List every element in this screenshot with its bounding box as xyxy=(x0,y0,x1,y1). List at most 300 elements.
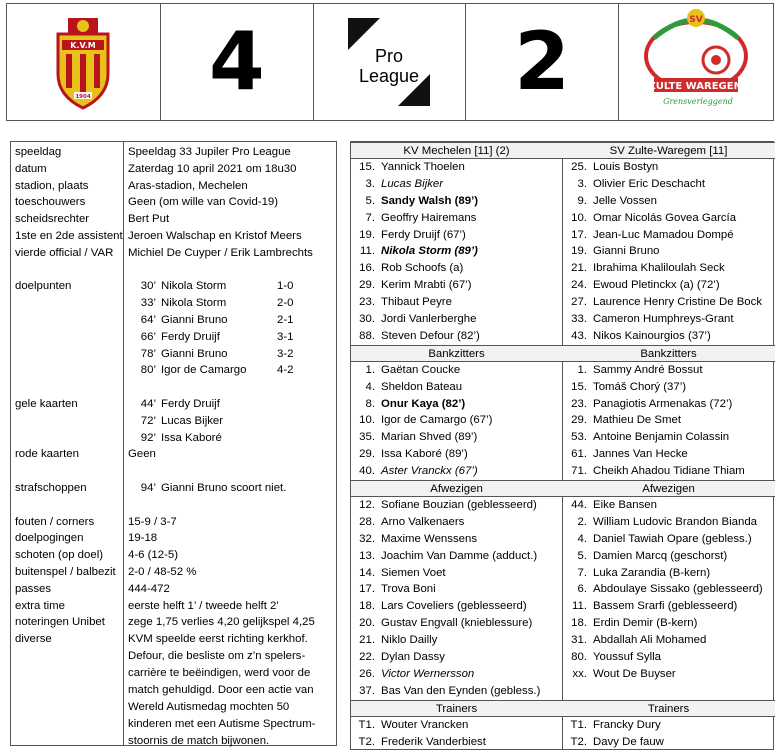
player-name: Mathieu De Smet xyxy=(593,414,681,427)
player-name: Arno Valkenaers xyxy=(381,515,465,528)
section-title: SV Zulte-Waregem [11] xyxy=(609,145,728,157)
shirt-number: 3. xyxy=(365,177,375,190)
lineup-row xyxy=(351,193,775,210)
info-value: Zaterdag 10 april 2021 om 18u30 xyxy=(128,162,297,175)
yellow-card-row xyxy=(11,413,338,430)
player-entry xyxy=(351,429,562,446)
info-row xyxy=(11,194,338,211)
player-name: Marian Shved (89’) xyxy=(381,431,478,444)
player-entry xyxy=(351,717,562,734)
goal-scorer: Nikola Storm xyxy=(161,280,227,293)
shirt-number: 9. xyxy=(577,194,587,207)
goal-minute: 80’ xyxy=(140,364,156,377)
stat-label: doelpogingen xyxy=(15,532,84,545)
shirt-number: 1. xyxy=(365,363,375,376)
player-entry xyxy=(563,193,774,210)
shirt-number: 43. xyxy=(571,329,587,342)
player-name: Onur Kaya (82’) xyxy=(381,397,466,410)
kv-mechelen-crest-icon xyxy=(52,12,114,112)
info-label: scheidsrechter xyxy=(15,213,90,226)
shirt-number: 61. xyxy=(571,448,587,461)
shirt-number: 23. xyxy=(571,397,587,410)
lineup-row xyxy=(351,632,775,649)
league-logo-cell xyxy=(314,4,466,120)
shirt-number: 15. xyxy=(571,380,587,393)
player-entry xyxy=(563,396,774,413)
shirt-number: 71. xyxy=(571,465,587,478)
player-entry xyxy=(351,514,562,531)
shirt-number: 8. xyxy=(365,397,375,410)
shirt-number: 11. xyxy=(360,245,375,258)
card-minute: 92’ xyxy=(140,431,156,444)
shirt-number: 29. xyxy=(571,414,587,427)
shirt-number: 7. xyxy=(577,566,587,579)
section-title: Afwezigen xyxy=(642,483,695,495)
shirt-number: 40. xyxy=(359,465,375,478)
player-entry xyxy=(351,548,562,565)
lineup-row xyxy=(351,683,775,700)
player-entry xyxy=(351,598,562,615)
shirt-number: 24. xyxy=(571,279,587,292)
lineup-row xyxy=(351,446,775,463)
player-name: Gianni Bruno xyxy=(593,245,660,258)
info-value: Bert Put xyxy=(128,213,170,226)
league-logo-line2: League xyxy=(359,66,420,86)
lineup-row xyxy=(351,429,775,446)
diverse-text: KVM speelde eerst richting kerkhof. Defour, die besliste om z’n spelers-carrière te beëindigen, werd voor de match gehuldigd. Door een actie van Wereld Autismedag mochten 50 kinderen met een Autisme Spectrum-stoornis de match bijwonen. xyxy=(128,633,316,748)
player-name: Antoine Benjamin Colassin xyxy=(593,431,730,444)
section-title: Bankzitters xyxy=(640,347,697,360)
card-minute: 72’ xyxy=(140,414,156,427)
player-name: Yannick Thoelen xyxy=(381,160,465,173)
absent-header xyxy=(351,480,775,497)
goal-score: 2-1 xyxy=(277,314,294,326)
player-name: Ferdy Druijf (67’) xyxy=(381,228,466,241)
player-entry xyxy=(351,396,562,413)
shirt-number: 29. xyxy=(359,448,375,461)
goal-row xyxy=(11,329,338,346)
stat-row xyxy=(11,514,338,531)
goal-minute: 78’ xyxy=(140,347,156,360)
section-title: Trainers xyxy=(647,702,690,715)
lineup-row xyxy=(351,463,775,480)
player-name: Lars Coveliers (geblesseerd) xyxy=(381,600,527,613)
player-name: Panagiotis Armenakas (72’) xyxy=(593,397,733,410)
goal-scorer: Ferdy Druijf xyxy=(161,330,220,343)
player-name: Youssuf Sylla xyxy=(593,651,661,663)
goal-row xyxy=(11,312,338,329)
player-name: Jordi Vanlerberghe xyxy=(381,313,477,325)
player-entry xyxy=(563,328,774,345)
league-logo-line1: Pro xyxy=(375,46,404,66)
player-entry xyxy=(563,379,774,396)
player-name: Dylan Dassy xyxy=(381,651,445,663)
player-entry xyxy=(563,598,774,615)
player-entry xyxy=(351,666,562,683)
player-entry xyxy=(351,362,562,379)
away-logo-name: ZULTE WAREGEM xyxy=(648,81,744,92)
goal-row xyxy=(11,295,338,312)
shirt-number: 16. xyxy=(359,262,375,275)
player-name: Maxime Wenssens xyxy=(381,532,478,545)
player-entry xyxy=(351,531,562,548)
info-row xyxy=(11,228,338,245)
red-cards-value: Geen xyxy=(128,448,156,461)
shirt-number: 12. xyxy=(359,498,375,511)
player-name: Abdoulaye Sissako (geblesseerd) xyxy=(593,583,763,596)
shirt-number: 5. xyxy=(577,549,587,562)
stat-label: passes xyxy=(15,582,52,595)
player-entry xyxy=(351,615,562,632)
shirt-number: 31. xyxy=(571,634,587,647)
player-entry xyxy=(351,193,562,210)
player-name: Omar Nicolás Govea García xyxy=(593,211,737,224)
lineup-row xyxy=(351,260,775,277)
goal-scorer: Gianni Bruno xyxy=(161,314,228,326)
yellow-card-row xyxy=(11,430,338,447)
away-logo-badge: SV xyxy=(689,15,703,25)
player-entry xyxy=(563,463,774,480)
shirt-number: 7. xyxy=(365,211,375,224)
player-name: Siemen Voet xyxy=(381,566,446,579)
shirt-number: T2. xyxy=(358,735,375,748)
player-entry xyxy=(351,277,562,294)
section-title: KV Mechelen [11] (2) xyxy=(403,145,510,157)
goal-row xyxy=(11,278,338,295)
shirt-number: 44. xyxy=(571,498,587,511)
shirt-number: 22. xyxy=(359,651,375,663)
player-name: Damien Marcq (geschorst) xyxy=(593,549,728,562)
lineup-row xyxy=(351,311,775,328)
player-entry xyxy=(351,446,562,463)
player-name: Wout De Buyser xyxy=(593,667,676,680)
away-score-cell xyxy=(466,4,620,120)
section-title: Trainers xyxy=(435,702,478,715)
goal-scorer: Gianni Bruno xyxy=(161,347,228,360)
stat-label: diverse xyxy=(15,633,52,646)
stat-value: 444-472 xyxy=(128,582,170,595)
player-name: Abdallah Ali Mohamed xyxy=(593,634,707,647)
player-entry xyxy=(563,176,774,193)
crest-year: 1904 xyxy=(75,94,91,100)
shirt-number: 2. xyxy=(577,515,587,528)
shirt-number: T1. xyxy=(570,718,587,731)
player-entry xyxy=(351,227,562,244)
shirt-number: 28. xyxy=(359,515,375,528)
player-name: Olivier Eric Deschacht xyxy=(593,177,706,190)
shirt-number: 53. xyxy=(571,431,587,444)
shirt-number: 21. xyxy=(571,262,587,275)
player-name: Tomáš Chorý (37’) xyxy=(593,380,687,393)
shirt-number: T2. xyxy=(570,735,587,748)
player-entry xyxy=(563,210,774,227)
away-logo-tagline: Grensverleggend xyxy=(663,97,734,106)
goal-minute: 33’ xyxy=(140,297,156,310)
match-header xyxy=(6,3,774,121)
bench-header xyxy=(351,345,775,362)
player-entry xyxy=(351,683,562,700)
shirt-number: 80. xyxy=(571,651,587,663)
player-entry xyxy=(563,514,774,531)
stat-label: extra time xyxy=(15,599,66,612)
lineup-row xyxy=(351,734,775,751)
player-entry xyxy=(563,666,774,683)
penalties-label: strafschoppen xyxy=(15,482,87,494)
player-name: Nikos Kainourgios (37’) xyxy=(593,329,711,342)
player-entry xyxy=(563,581,774,598)
player-entry xyxy=(563,311,774,328)
shirt-number: 27. xyxy=(571,296,587,309)
shirt-number: xx. xyxy=(572,667,587,680)
lineup-row xyxy=(351,666,775,683)
player-entry xyxy=(351,260,562,277)
lineup-row xyxy=(351,598,775,615)
goal-minute: 66’ xyxy=(140,330,156,343)
player-name: Sandy Walsh (89’) xyxy=(381,194,479,207)
goal-row xyxy=(11,362,338,379)
player-entry xyxy=(351,243,562,260)
player-name: Cameron Humphreys-Grant xyxy=(593,313,734,325)
red-cards-label: rode kaarten xyxy=(15,448,79,461)
info-value: Geen (om wille van Covid-19) xyxy=(128,196,279,209)
player-entry xyxy=(563,446,774,463)
player-name: Jean-Luc Mamadou Dompé xyxy=(593,228,734,241)
info-row xyxy=(11,161,338,178)
stat-value: 15-9 / 3-7 xyxy=(128,515,177,528)
player-entry xyxy=(563,734,774,751)
player-entry xyxy=(563,717,774,734)
info-label: toeschouwers xyxy=(15,196,86,209)
stat-value: 4-6 (12-5) xyxy=(128,549,179,562)
player-name: Eike Bansen xyxy=(593,498,657,511)
player-entry xyxy=(563,497,774,514)
player-entry xyxy=(351,379,562,396)
player-entry xyxy=(563,649,774,666)
player-name: Niklo Dailly xyxy=(381,634,438,647)
shirt-number: 26. xyxy=(359,667,375,680)
shirt-number: 18. xyxy=(359,600,375,613)
player-name: Bas Van den Eynden (gebless.) xyxy=(381,684,541,697)
lineup-row xyxy=(351,531,775,548)
player-name: Daniel Tawiah Opare (gebless.) xyxy=(593,532,752,545)
penalty-row xyxy=(11,480,338,497)
player-entry xyxy=(563,260,774,277)
shirt-number: 17. xyxy=(359,583,375,596)
stat-row xyxy=(11,564,338,581)
player-entry xyxy=(351,328,562,345)
player-name: Joachim Van Damme (adduct.) xyxy=(381,549,538,562)
card-player: Lucas Bijker xyxy=(161,414,224,427)
player-entry xyxy=(563,531,774,548)
lineup-row xyxy=(351,379,775,396)
player-entry xyxy=(563,565,774,582)
player-name: Igor de Camargo (67’) xyxy=(381,414,493,427)
shirt-number: 5. xyxy=(365,194,375,207)
player-name: Issa Kaboré (89’) xyxy=(381,448,468,461)
lineup-row xyxy=(351,514,775,531)
penalty-minute: 94’ xyxy=(140,482,156,494)
goal-scorer: Nikola Storm xyxy=(161,297,227,310)
player-entry xyxy=(351,734,562,751)
shirt-number: 17. xyxy=(571,228,587,241)
pro-league-logo-icon xyxy=(344,14,434,110)
player-entry xyxy=(563,159,774,176)
player-name: Kerim Mrabti (67’) xyxy=(381,279,472,292)
goal-score: 3-1 xyxy=(277,330,294,343)
shirt-number: 18. xyxy=(571,617,587,630)
shirt-number: 25. xyxy=(571,160,587,173)
player-entry xyxy=(351,412,562,429)
info-label: stadion, plaats xyxy=(15,179,89,192)
section-title: Afwezigen xyxy=(430,483,483,495)
shirt-number: 21. xyxy=(359,634,375,647)
player-name: Jelle Vossen xyxy=(593,194,657,207)
match-info-table xyxy=(10,141,337,746)
shirt-number: 4. xyxy=(577,532,587,545)
section-title: Bankzitters xyxy=(428,347,485,360)
shirt-number: 4. xyxy=(365,380,375,393)
zulte-waregem-logo-icon xyxy=(636,8,756,116)
player-entry xyxy=(563,412,774,429)
player-name: Geoffry Hairemans xyxy=(381,211,477,224)
player-name: William Ludovic Brandon Bianda xyxy=(593,515,757,528)
player-name: Sofiane Bouzian (geblesseerd) xyxy=(381,498,537,511)
player-name: Ewoud Pletinckx (a) (72’) xyxy=(593,279,720,292)
shirt-number: 13. xyxy=(359,549,375,562)
lineup-row xyxy=(351,396,775,413)
shirt-number: 11. xyxy=(572,600,587,613)
red-card-row xyxy=(11,446,338,463)
player-name: Lucas Bijker xyxy=(381,177,444,190)
lineup-row xyxy=(351,294,775,311)
shirt-number: T1. xyxy=(358,718,375,731)
shirt-number: 10. xyxy=(359,414,375,427)
info-value: Speeldag 33 Jupiler Pro League xyxy=(128,146,291,158)
player-entry xyxy=(351,176,562,193)
player-name: Jannes Van Hecke xyxy=(593,448,688,461)
player-entry xyxy=(351,311,562,328)
player-name: Erdin Demir (B-kern) xyxy=(593,617,698,630)
info-row xyxy=(11,178,338,195)
goal-score: 2-0 xyxy=(277,297,294,310)
player-entry xyxy=(563,243,774,260)
player-name: Victor Wernersson xyxy=(381,667,475,680)
lineup-row xyxy=(351,362,775,379)
player-entry xyxy=(563,227,774,244)
player-entry xyxy=(351,159,562,176)
player-name: Louis Bostyn xyxy=(593,160,659,173)
player-name: Cheikh Ahadou Tidiane Thiam xyxy=(593,465,745,478)
goal-row xyxy=(11,346,338,363)
shirt-number: 30. xyxy=(359,313,375,325)
stat-value: 2-0 / 48-52 % xyxy=(128,566,197,578)
stat-row xyxy=(11,547,338,564)
shirt-number: 19. xyxy=(571,245,587,258)
goal-score: 1-0 xyxy=(277,280,294,293)
stat-row xyxy=(11,581,338,598)
shirt-number: 1. xyxy=(577,363,587,376)
stat-label: noteringen Unibet xyxy=(15,616,105,629)
goal-score: 4-2 xyxy=(277,364,294,377)
lineup-row xyxy=(351,615,775,632)
player-entry xyxy=(351,581,562,598)
shirt-number: 15. xyxy=(359,160,375,173)
shirt-number: 29. xyxy=(359,279,375,292)
info-row xyxy=(11,144,338,161)
lineup-row xyxy=(351,227,775,244)
player-entry xyxy=(351,649,562,666)
player-name: Laurence Henry Cristine De Bock xyxy=(593,296,763,309)
player-name: Steven Defour (82’) xyxy=(381,329,480,342)
player-name: Aster Vranckx (67’) xyxy=(381,465,478,478)
player-name: Rob Schoofs (a) xyxy=(381,262,464,275)
player-entry xyxy=(563,548,774,565)
player-name: Ibrahima Khaliloulah Seck xyxy=(593,262,725,275)
stat-row xyxy=(11,530,338,547)
shirt-number: 32. xyxy=(359,532,375,545)
player-name: Bassem Srarfi (geblesseerd) xyxy=(593,600,738,613)
goal-score: 3-2 xyxy=(277,347,294,360)
lineup-row xyxy=(351,277,775,294)
shirt-number: 3. xyxy=(577,177,587,190)
player-entry xyxy=(351,497,562,514)
player-name: Sheldon Bateau xyxy=(381,380,463,393)
player-entry xyxy=(563,632,774,649)
home-score: 4 xyxy=(209,15,265,108)
penalty-text: Gianni Bruno scoort niet. xyxy=(161,482,287,494)
yellow-cards-label: gele kaarten xyxy=(15,398,78,410)
player-entry xyxy=(351,294,562,311)
lineup-row xyxy=(351,176,775,193)
player-name: Davy De fauw xyxy=(593,735,664,748)
player-entry xyxy=(563,294,774,311)
lineup-row xyxy=(351,717,775,734)
goal-scorer: Igor de Camargo xyxy=(161,364,247,377)
info-value: Jeroen Walschap en Kristof Meers xyxy=(128,230,302,242)
player-entry xyxy=(563,429,774,446)
crest-text: K.V.M xyxy=(70,41,96,50)
lineup-row xyxy=(351,497,775,514)
player-name: Nikola Storm (89’) xyxy=(381,245,478,258)
lineup-row xyxy=(351,548,775,565)
goal-minute: 30’ xyxy=(140,280,156,293)
shirt-number: 37. xyxy=(359,684,375,697)
lineup-row xyxy=(351,243,775,260)
player-entry xyxy=(351,632,562,649)
home-logo-cell xyxy=(7,4,161,120)
player-name: Gaëtan Coucke xyxy=(381,363,461,376)
lineup-row xyxy=(351,159,775,176)
lineups-table xyxy=(350,141,774,750)
lineup-row xyxy=(351,565,775,582)
info-label: speeldag xyxy=(15,146,62,158)
shirt-number: 10. xyxy=(571,211,587,224)
stat-value: 19-18 xyxy=(128,532,158,545)
info-row xyxy=(11,245,338,262)
card-minute: 44’ xyxy=(140,398,156,410)
goal-minute: 64’ xyxy=(140,314,156,326)
lineup-row xyxy=(351,581,775,598)
info-label: datum xyxy=(15,162,47,175)
shirt-number: 6. xyxy=(577,583,587,596)
player-name: Frederik Vanderbiest xyxy=(381,735,486,748)
stat-row xyxy=(11,614,338,631)
shirt-number: 20. xyxy=(359,617,375,630)
info-row xyxy=(11,211,338,228)
shirt-number: 23. xyxy=(359,296,375,309)
player-entry xyxy=(351,565,562,582)
stat-value: zege 1,75 verlies 4,20 gelijkspel 4,25 xyxy=(128,616,315,629)
